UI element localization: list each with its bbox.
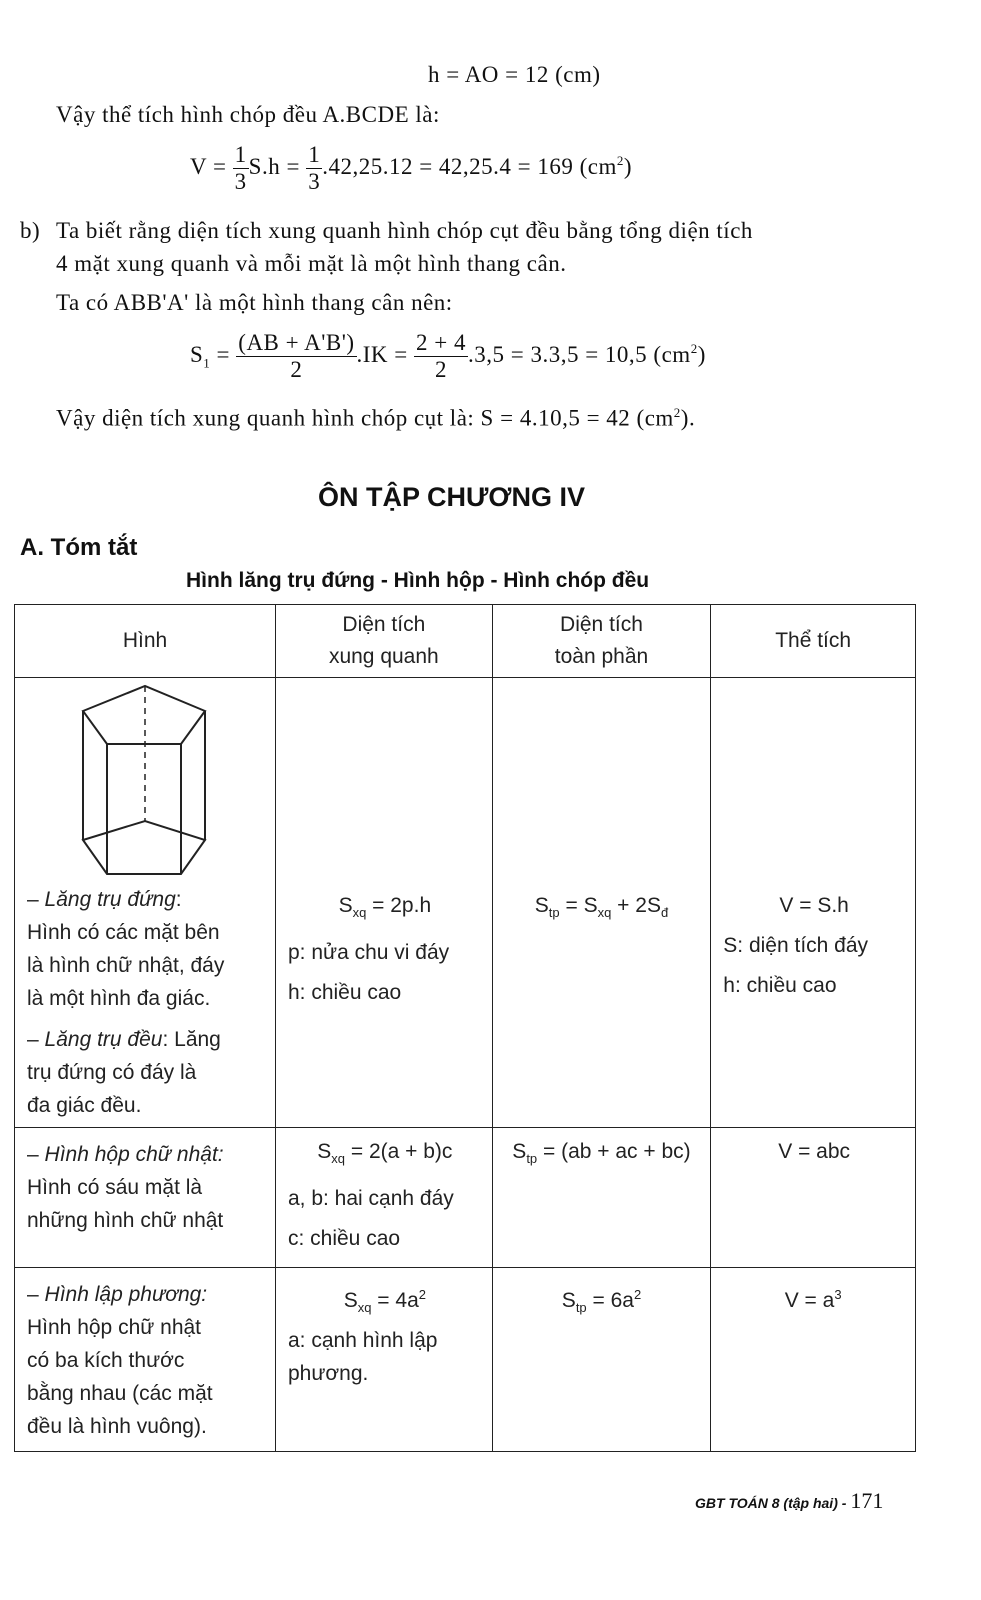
superscript: 3 [834, 1287, 842, 1303]
book-title: GBT TOÁN 8 (tập hai) - [695, 1495, 847, 1511]
frac-den: 3 [234, 169, 247, 194]
subscript: tp [526, 1151, 538, 1167]
header-line: toàn phần [554, 645, 649, 668]
desc-rest: : Lăng [162, 1028, 221, 1051]
chapter-title-text: ÔN TẬP CHƯƠNG IV [318, 482, 585, 512]
part-b-line1: Ta biết rằng diện tích xung quanh hình chóp cụt đều bằng tổng diện tích [56, 218, 753, 243]
header-lateral-area [275, 605, 492, 678]
frac-den: 2 [434, 357, 447, 382]
box-total-text [493, 1128, 711, 1187]
term-cuboid: Hình hộp chữ nhật: [44, 1143, 224, 1166]
subscript: đ [660, 905, 669, 921]
desc-line: là một hình đa giác. [27, 987, 211, 1010]
s1-formula [190, 330, 706, 383]
box-volume-cell [711, 1128, 916, 1268]
area-conclusion [56, 405, 695, 432]
cube-lateral-text [276, 1268, 492, 1390]
prism-description-cell [15, 678, 276, 1128]
s1-eq: = [216, 341, 231, 367]
page-number: 171 [850, 1488, 884, 1513]
box-description-cell [15, 1128, 276, 1268]
formula-rest: = 6a [586, 1289, 634, 1313]
formula-rest: = (ab + ac + bc) [537, 1140, 691, 1163]
legend-line: a: cạnh hình lập [287, 1329, 438, 1353]
desc-line: đa giác đều. [27, 1094, 142, 1117]
box-total-cell [492, 1128, 711, 1268]
desc-line: những hình chữ nhật [27, 1209, 224, 1232]
part-b-line2: 4 mặt xung quanh và mỗi mặt là một hình thang cân. [56, 251, 567, 276]
desc-line: có ba kích thước [27, 1349, 185, 1373]
cube-total-cell [492, 1268, 711, 1452]
vol-mid: S.h = [248, 153, 300, 179]
subscript: xq [352, 905, 367, 921]
formula-rest: = 2p.h [366, 894, 432, 917]
dash: – [27, 1143, 39, 1166]
s-symbol: S [338, 894, 353, 917]
s-symbol: S [534, 894, 549, 917]
colon: : [175, 888, 182, 911]
prism-volume-text [711, 678, 915, 1014]
table-caption: Hình lăng trụ đứng - Hình hộp - Hình chóp đều [186, 569, 650, 592]
s1-lhs: S [190, 341, 204, 367]
cube-text [15, 1268, 275, 1443]
prism-text [15, 883, 275, 1122]
frac-num: 1 [234, 142, 247, 167]
part-b-label: b) [20, 218, 41, 243]
dash: – [27, 1028, 39, 1051]
desc-line: đều là hình vuông). [27, 1415, 207, 1439]
header-line: xung quanh [328, 645, 439, 668]
subscript: xq [597, 905, 612, 921]
frac-num: 2 + 4 [416, 330, 466, 355]
frac-den: 3 [308, 169, 321, 194]
legend-line: phương. [287, 1362, 369, 1386]
desc-line: bằng nhau (các mặt [27, 1382, 213, 1406]
s-symbol: S [317, 1140, 332, 1163]
subscript: tp [575, 1300, 587, 1316]
header-volume: Thể tích [711, 605, 916, 678]
vol-end: .42,25.12 = 42,25.4 = 169 (cm [322, 153, 617, 179]
section-a-heading: A. Tóm tắt [20, 534, 138, 561]
s1-close: ) [697, 341, 706, 367]
volume-formula: V = S.h [779, 894, 849, 917]
s1-sub: 1 [203, 355, 211, 371]
box-lateral-text [276, 1128, 492, 1267]
legend-line: c: chiều cao [287, 1227, 401, 1251]
legend-line: a, b: hai cạnh đáy [287, 1187, 454, 1211]
fraction-2-4 [414, 330, 468, 383]
prism-total-cell [492, 678, 711, 1128]
height-equation: h = AO = 12 (cm) [428, 62, 601, 87]
term-right-prism: Lăng trụ đứng [44, 888, 176, 911]
vol-close: ) [623, 153, 633, 179]
header-total-area [492, 605, 711, 678]
dash: – [27, 1283, 39, 1307]
formula-part: = S [559, 894, 598, 917]
cube-total-text [493, 1268, 711, 1324]
desc-line: Hình hộp chữ nhật [27, 1316, 202, 1340]
area-exp: 2 [673, 405, 681, 420]
summary-table [14, 604, 916, 1452]
s1-exp: 2 [690, 341, 698, 357]
header-shape: Hình [15, 605, 276, 678]
box-text [15, 1128, 275, 1237]
s-symbol: S [561, 1289, 576, 1313]
prism-volume-cell [711, 678, 916, 1128]
box-lateral-cell [275, 1128, 492, 1268]
term-cube: Hình lập phương: [44, 1283, 208, 1307]
desc-line: trụ đứng có đáy là [27, 1061, 197, 1084]
legend-line: h: chiều cao [723, 974, 837, 997]
box-volume-text: V = abc [778, 1140, 851, 1163]
volume-formula [190, 142, 632, 195]
prism-total-text [493, 678, 711, 941]
prism-lateral-cell [275, 678, 492, 1128]
vol-exp: 2 [616, 153, 624, 169]
cube-volume-text [711, 1268, 915, 1317]
desc-line: Hình có các mặt bên [27, 921, 220, 944]
formula-rest: = 2(a + b)c [345, 1140, 453, 1163]
area-text: Vậy diện tích xung quanh hình chóp cụt là: S = 4.10,5 = 42 (cm [56, 405, 674, 431]
prism-lateral-text [276, 678, 492, 1021]
subscript: tp [548, 905, 560, 921]
fraction-1-3 [233, 142, 249, 195]
legend-line: h: chiều cao [287, 981, 402, 1005]
table-header-row [15, 605, 916, 678]
superscript: 2 [633, 1287, 642, 1303]
term-regular-prism: Lăng trụ đều [44, 1028, 163, 1051]
legend-line: p: nửa chu vi đáy [287, 941, 450, 965]
table-row [15, 1128, 916, 1268]
vol-v: V = [190, 153, 227, 179]
cube-description-cell [15, 1268, 276, 1452]
superscript: 2 [418, 1287, 426, 1303]
formula-part: + 2S [611, 894, 661, 917]
prism-figure [15, 678, 273, 878]
fraction-1-3-b [306, 142, 322, 195]
s1-mid: .IK = [356, 341, 408, 367]
desc-line: Hình có sáu mặt là [27, 1176, 203, 1199]
frac-num: (AB + A'B') [238, 330, 355, 355]
chapter-title [318, 482, 585, 513]
legend-line: S: diện tích đáy [723, 934, 869, 957]
frac-num: 1 [308, 142, 321, 167]
fraction-ab [236, 330, 356, 383]
cube-volume-cell [711, 1268, 916, 1452]
table-row [15, 1268, 916, 1452]
subscript: xq [331, 1151, 346, 1167]
table-row [15, 678, 916, 1128]
cube-lateral-cell [275, 1268, 492, 1452]
s1-end: .3,5 = 3.3,5 = 10,5 (cm [467, 341, 691, 367]
desc-line: là hình chữ nhật, đáy [27, 954, 225, 977]
frac-den: 2 [290, 357, 303, 382]
subscript: xq [357, 1300, 372, 1316]
s-symbol: S [512, 1140, 527, 1163]
area-close: ). [680, 405, 696, 431]
header-line: Diện tích [342, 613, 426, 636]
formula-rest: V = a [784, 1289, 835, 1313]
part-b-line3: Ta có ABB'A' là một hình thang cân nên: [56, 290, 453, 315]
volume-intro: Vậy thể tích hình chóp đều A.BCDE là: [56, 102, 440, 127]
s-symbol: S [343, 1289, 358, 1313]
formula-rest: = 4a [371, 1289, 419, 1313]
page-footer [695, 1488, 883, 1514]
header-line: Diện tích [560, 613, 643, 636]
dash: – [27, 888, 39, 911]
